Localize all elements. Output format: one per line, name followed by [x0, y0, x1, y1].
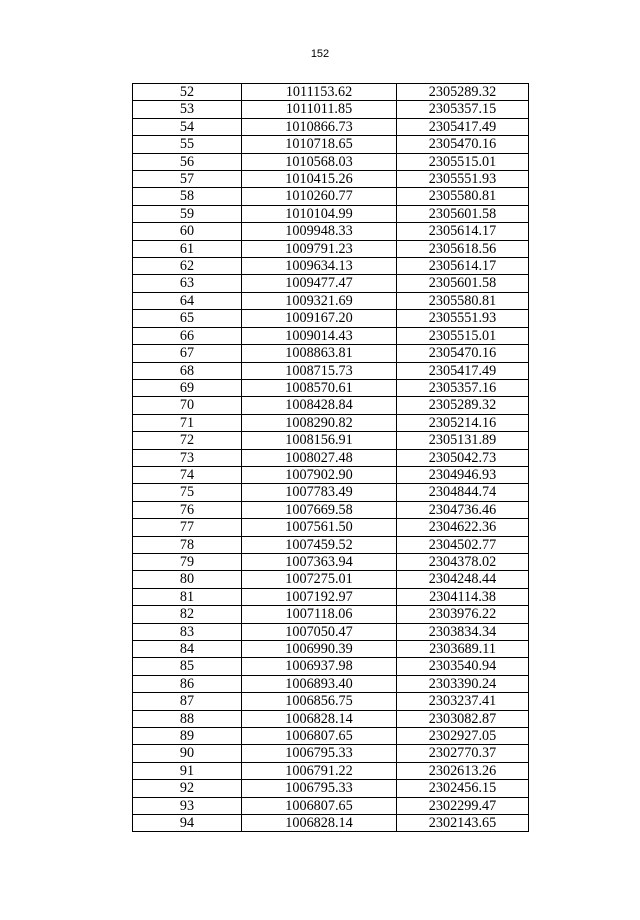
table-row	[133, 205, 529, 222]
point-number-cell: 52	[133, 84, 242, 101]
y-coordinate-cell: 2304502.77	[397, 536, 529, 553]
point-number-cell: 93	[133, 797, 242, 814]
x-coordinate-cell: 1008027.48	[242, 449, 397, 466]
x-coordinate-cell: 1006937.98	[242, 658, 397, 675]
point-number-cell: 80	[133, 571, 242, 588]
point-number-cell: 72	[133, 432, 242, 449]
point-number-cell: 68	[133, 362, 242, 379]
table-row	[133, 606, 529, 623]
table-row	[133, 414, 529, 431]
coordinates-table-body	[133, 84, 529, 832]
y-coordinate-cell: 2304248.44	[397, 571, 529, 588]
point-number-cell: 66	[133, 327, 242, 344]
point-number-cell: 53	[133, 101, 242, 118]
table-row	[133, 501, 529, 518]
table-row	[133, 240, 529, 257]
point-number-cell: 87	[133, 693, 242, 710]
x-coordinate-cell: 1008570.61	[242, 379, 397, 396]
x-coordinate-cell: 1010866.73	[242, 118, 397, 135]
table-row	[133, 815, 529, 832]
x-coordinate-cell: 1006795.33	[242, 780, 397, 797]
x-coordinate-cell: 1010718.65	[242, 136, 397, 153]
y-coordinate-cell: 2305515.01	[397, 327, 529, 344]
y-coordinate-cell: 2302299.47	[397, 797, 529, 814]
y-coordinate-cell: 2305042.73	[397, 449, 529, 466]
table-row	[133, 118, 529, 135]
y-coordinate-cell: 2305357.16	[397, 379, 529, 396]
table-row	[133, 345, 529, 362]
y-coordinate-cell: 2302770.37	[397, 745, 529, 762]
y-coordinate-cell: 2304946.93	[397, 466, 529, 483]
y-coordinate-cell: 2304622.36	[397, 519, 529, 536]
x-coordinate-cell: 1010104.99	[242, 205, 397, 222]
y-coordinate-cell: 2303834.34	[397, 623, 529, 640]
point-number-cell: 60	[133, 223, 242, 240]
y-coordinate-cell: 2305580.81	[397, 188, 529, 205]
point-number-cell: 85	[133, 658, 242, 675]
y-coordinate-cell: 2305515.01	[397, 153, 529, 170]
point-number-cell: 64	[133, 292, 242, 309]
table-row	[133, 466, 529, 483]
x-coordinate-cell: 1007192.97	[242, 588, 397, 605]
table-row	[133, 728, 529, 745]
point-number-cell: 75	[133, 484, 242, 501]
table-row	[133, 136, 529, 153]
point-number-cell: 86	[133, 675, 242, 692]
table-row	[133, 153, 529, 170]
x-coordinate-cell: 1007459.52	[242, 536, 397, 553]
y-coordinate-cell: 2302456.15	[397, 780, 529, 797]
point-number-cell: 79	[133, 553, 242, 570]
table-row	[133, 762, 529, 779]
x-coordinate-cell: 1009948.33	[242, 223, 397, 240]
x-coordinate-cell: 1011011.85	[242, 101, 397, 118]
x-coordinate-cell: 1007783.49	[242, 484, 397, 501]
point-number-cell: 63	[133, 275, 242, 292]
x-coordinate-cell: 1008863.81	[242, 345, 397, 362]
point-number-cell: 73	[133, 449, 242, 466]
y-coordinate-cell: 2303689.11	[397, 641, 529, 658]
x-coordinate-cell: 1008428.84	[242, 397, 397, 414]
y-coordinate-cell: 2305551.93	[397, 171, 529, 188]
y-coordinate-cell: 2305289.32	[397, 397, 529, 414]
x-coordinate-cell: 1007669.58	[242, 501, 397, 518]
point-number-cell: 61	[133, 240, 242, 257]
coordinates-table	[132, 83, 529, 832]
x-coordinate-cell: 1006893.40	[242, 675, 397, 692]
y-coordinate-cell: 2304844.74	[397, 484, 529, 501]
table-row	[133, 745, 529, 762]
y-coordinate-cell: 2304736.46	[397, 501, 529, 518]
point-number-cell: 55	[133, 136, 242, 153]
table-row	[133, 223, 529, 240]
x-coordinate-cell: 1007118.06	[242, 606, 397, 623]
point-number-cell: 65	[133, 310, 242, 327]
x-coordinate-cell: 1010260.77	[242, 188, 397, 205]
y-coordinate-cell: 2305131.89	[397, 432, 529, 449]
table-row	[133, 797, 529, 814]
table-row	[133, 675, 529, 692]
x-coordinate-cell: 1010415.26	[242, 171, 397, 188]
y-coordinate-cell: 2304378.02	[397, 553, 529, 570]
x-coordinate-cell: 1008290.82	[242, 414, 397, 431]
x-coordinate-cell: 1008156.91	[242, 432, 397, 449]
point-number-cell: 77	[133, 519, 242, 536]
point-number-cell: 62	[133, 258, 242, 275]
table-row	[133, 710, 529, 727]
x-coordinate-cell: 1009634.13	[242, 258, 397, 275]
x-coordinate-cell: 1007050.47	[242, 623, 397, 640]
point-number-cell: 71	[133, 414, 242, 431]
y-coordinate-cell: 2305601.58	[397, 205, 529, 222]
table-row	[133, 292, 529, 309]
table-row	[133, 432, 529, 449]
x-coordinate-cell: 1006828.14	[242, 815, 397, 832]
table-row	[133, 536, 529, 553]
table-row	[133, 571, 529, 588]
x-coordinate-cell: 1010568.03	[242, 153, 397, 170]
point-number-cell: 91	[133, 762, 242, 779]
table-row	[133, 362, 529, 379]
x-coordinate-cell: 1006795.33	[242, 745, 397, 762]
x-coordinate-cell: 1009791.23	[242, 240, 397, 257]
x-coordinate-cell: 1007275.01	[242, 571, 397, 588]
point-number-cell: 83	[133, 623, 242, 640]
page-number: 152	[310, 48, 330, 60]
point-number-cell: 54	[133, 118, 242, 135]
y-coordinate-cell: 2305417.49	[397, 118, 529, 135]
y-coordinate-cell: 2305289.32	[397, 84, 529, 101]
y-coordinate-cell: 2303976.22	[397, 606, 529, 623]
table-row	[133, 780, 529, 797]
table-row	[133, 101, 529, 118]
table-row	[133, 519, 529, 536]
y-coordinate-cell: 2305601.58	[397, 275, 529, 292]
y-coordinate-cell: 2305618.56	[397, 240, 529, 257]
table-row	[133, 623, 529, 640]
x-coordinate-cell: 1011153.62	[242, 84, 397, 101]
point-number-cell: 69	[133, 379, 242, 396]
table-row	[133, 258, 529, 275]
x-coordinate-cell: 1006807.65	[242, 797, 397, 814]
table-row	[133, 379, 529, 396]
y-coordinate-cell: 2305417.49	[397, 362, 529, 379]
x-coordinate-cell: 1006990.39	[242, 641, 397, 658]
table-row	[133, 553, 529, 570]
point-number-cell: 90	[133, 745, 242, 762]
y-coordinate-cell: 2305614.17	[397, 258, 529, 275]
point-number-cell: 74	[133, 466, 242, 483]
table-row	[133, 588, 529, 605]
y-coordinate-cell: 2303540.94	[397, 658, 529, 675]
table-row	[133, 171, 529, 188]
table-row	[133, 484, 529, 501]
table-row	[133, 658, 529, 675]
x-coordinate-cell: 1006791.22	[242, 762, 397, 779]
x-coordinate-cell: 1006856.75	[242, 693, 397, 710]
x-coordinate-cell: 1009321.69	[242, 292, 397, 309]
table-row	[133, 275, 529, 292]
x-coordinate-cell: 1008715.73	[242, 362, 397, 379]
y-coordinate-cell: 2305357.15	[397, 101, 529, 118]
point-number-cell: 78	[133, 536, 242, 553]
x-coordinate-cell: 1009477.47	[242, 275, 397, 292]
table-row	[133, 310, 529, 327]
y-coordinate-cell: 2305470.16	[397, 136, 529, 153]
table-row	[133, 449, 529, 466]
y-coordinate-cell: 2305470.16	[397, 345, 529, 362]
point-number-cell: 57	[133, 171, 242, 188]
y-coordinate-cell: 2303390.24	[397, 675, 529, 692]
x-coordinate-cell: 1007902.90	[242, 466, 397, 483]
y-coordinate-cell: 2305551.93	[397, 310, 529, 327]
table-row	[133, 327, 529, 344]
point-number-cell: 56	[133, 153, 242, 170]
y-coordinate-cell: 2305580.81	[397, 292, 529, 309]
table-row	[133, 84, 529, 101]
point-number-cell: 76	[133, 501, 242, 518]
point-number-cell: 70	[133, 397, 242, 414]
point-number-cell: 89	[133, 728, 242, 745]
x-coordinate-cell: 1007561.50	[242, 519, 397, 536]
y-coordinate-cell: 2302143.65	[397, 815, 529, 832]
y-coordinate-cell: 2304114.38	[397, 588, 529, 605]
y-coordinate-cell: 2303237.41	[397, 693, 529, 710]
y-coordinate-cell: 2303082.87	[397, 710, 529, 727]
y-coordinate-cell: 2302927.05	[397, 728, 529, 745]
y-coordinate-cell: 2302613.26	[397, 762, 529, 779]
x-coordinate-cell: 1007363.94	[242, 553, 397, 570]
table-row	[133, 641, 529, 658]
table-row	[133, 188, 529, 205]
point-number-cell: 58	[133, 188, 242, 205]
point-number-cell: 82	[133, 606, 242, 623]
x-coordinate-cell: 1006828.14	[242, 710, 397, 727]
point-number-cell: 81	[133, 588, 242, 605]
point-number-cell: 67	[133, 345, 242, 362]
x-coordinate-cell: 1006807.65	[242, 728, 397, 745]
y-coordinate-cell: 2305214.16	[397, 414, 529, 431]
table-row	[133, 693, 529, 710]
point-number-cell: 59	[133, 205, 242, 222]
point-number-cell: 94	[133, 815, 242, 832]
table-row	[133, 397, 529, 414]
point-number-cell: 88	[133, 710, 242, 727]
x-coordinate-cell: 1009167.20	[242, 310, 397, 327]
point-number-cell: 84	[133, 641, 242, 658]
x-coordinate-cell: 1009014.43	[242, 327, 397, 344]
y-coordinate-cell: 2305614.17	[397, 223, 529, 240]
point-number-cell: 92	[133, 780, 242, 797]
